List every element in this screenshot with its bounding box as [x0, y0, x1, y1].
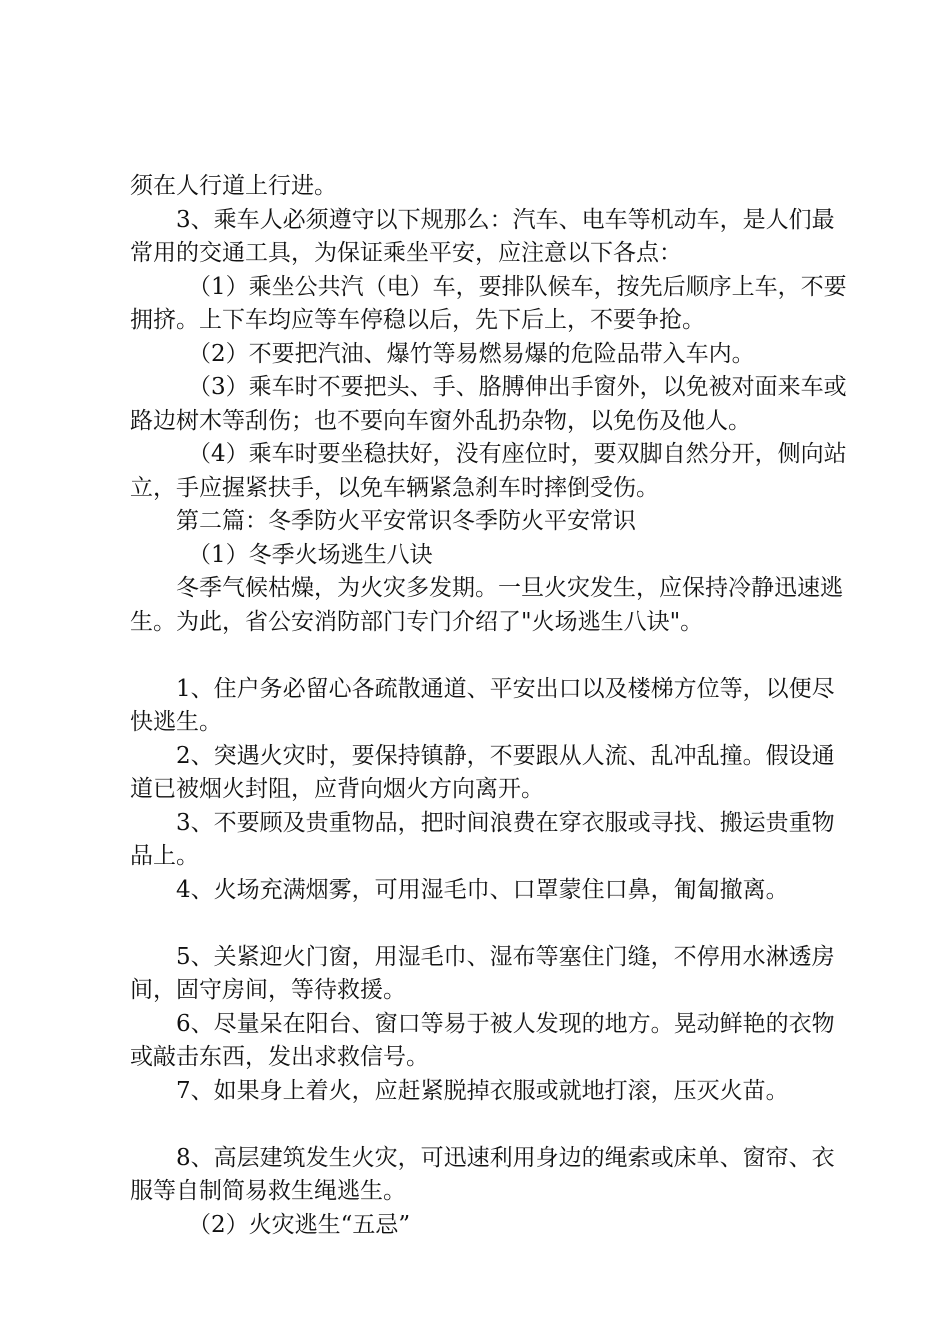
paragraph: （1）乘坐公共汽（电）车，要排队候车，按先后顺序上车，不要拥挤。上下车均应等车停稳以后，先下后上，不要争抢。	[130, 273, 847, 333]
subsection-heading: （2）火灾逃生“五忌”	[188, 1211, 411, 1238]
list-item: 7、如果身上着火，应赶紧脱掉衣服或就地打滚，压灭火苗。	[176, 1077, 789, 1104]
list-item: 2、突遇火灾时，要保持镇静，不要跟从人流、乱冲乱撞。假设通道已被烟火封阻，应背向烟火方向离开。	[130, 742, 835, 802]
paragraph: （4）乘车时要坐稳扶好，没有座位时，要双脚自然分开，侧向站立，手应握紧扶手，以免车辆紧急刹车时摔倒受伤。	[130, 441, 847, 501]
list-item: 5、关紧迎火门窗，用湿毛巾、湿布等塞住门缝，不停用水淋透房间，固守房间，等待救援。	[130, 943, 835, 1003]
blank-line	[130, 639, 850, 673]
document-body	[130, 170, 850, 1242]
list-item: 4、火场充满烟雾，可用湿毛巾、口罩蒙住口鼻，匍匐撤离。	[176, 876, 789, 903]
paragraph: 3、乘车人必须遵守以下规那么：汽车、电车等机动车，是人们最常用的交通工具，为保证乘坐平安，应注意以下各点：	[130, 206, 835, 266]
paragraph: 冬季气候枯燥，为火灾多发期。一旦火灾发生，应保持冷静迅速逃生。为此，省公安消防部门专门介绍了"火场逃生八诀"。	[130, 575, 843, 635]
blank-line	[130, 907, 850, 941]
list-item: 8、高层建筑发生火灾，可迅速利用身边的绳索或床单、窗帘、衣服等自制简易救生绳逃生。	[130, 1144, 835, 1204]
paragraph: 须在人行道上行进。	[130, 173, 337, 199]
section-heading: 第二篇：冬季防火平安常识冬季防火平安常识	[176, 508, 636, 534]
list-item: 3、不要顾及贵重物品，把时间浪费在穿衣服或寻找、搬运贵重物品上。	[130, 809, 835, 869]
paragraph: （2）不要把汽油、爆竹等易燃易爆的危险品带入车内。	[188, 340, 755, 367]
list-item: 6、尽量呆在阳台、窗口等易于被人发现的地方。晃动鲜艳的衣物或敲击东西，发出求救信号。	[130, 1010, 835, 1070]
subsection-heading: （1）冬季火场逃生八诀	[188, 541, 433, 568]
blank-line	[130, 1108, 850, 1142]
list-item: 1、住户务必留心各疏散通道、平安出口以及楼梯方位等，以便尽快逃生。	[130, 675, 835, 735]
paragraph: （3）乘车时不要把头、手、胳膊伸出手窗外，以免被对面来车或路边树木等刮伤；也不要向车窗外乱扔杂物，以免伤及他人。	[130, 374, 847, 434]
